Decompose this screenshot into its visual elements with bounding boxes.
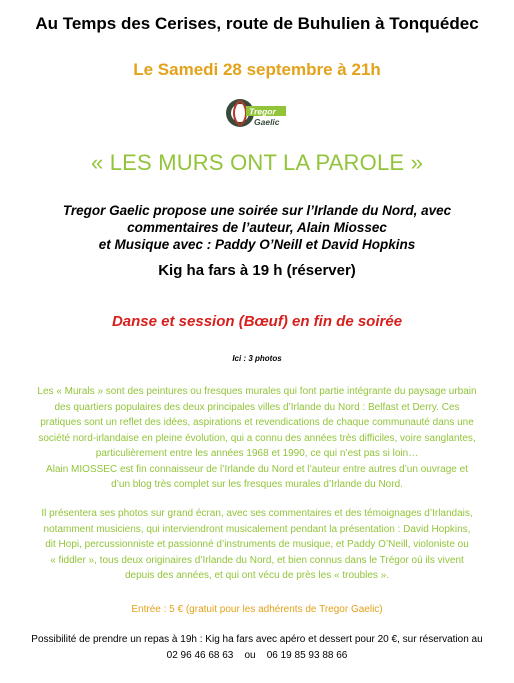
kig-ha-fars-line: Kig ha fars à 19 h (réserver) — [158, 262, 356, 279]
venue-heading: Au Temps des Cerises, route de Buhulien à Tonquédec — [35, 14, 479, 33]
paragraph-line: d’un blog très complet sur les fresques murales d’Irlande du Nord. — [111, 479, 403, 490]
paragraph-line: dit Hopi, percussionniste et passionné d’instruments de musique, et Paddy O’Neill, violoniste ou — [45, 539, 469, 550]
danse-session-line: Danse et session (Bœuf) en fin de soirée — [111, 313, 403, 330]
meal-line: Possibilité de prendre un repas à 19h : Kig ha fars avec apéro et dessert pour 20 €, sur réservation au — [31, 634, 483, 645]
paragraph-line: des quartiers populaires des deux principales villes d’Irlande du Nord : Belfast et Derry. Ces — [54, 401, 460, 413]
paragraph-line: société nord-irlandaise en pleine évolution, qui a connu des années très difficiles, voire sanglantes, — [38, 432, 476, 444]
murals-paragraph — [0, 384, 514, 493]
entry-price: Entrée : 5 € (gratuit pour les adhérents de Tregor Gaelic) — [131, 604, 383, 615]
intro-block — [0, 202, 514, 253]
photos-note: Ici : 3 photos — [232, 354, 282, 363]
paragraph-line: depuis des années, et qui ont vécu de près les « troubles ». — [124, 570, 390, 581]
event-date: Le Samedi 28 septembre à 21h — [133, 60, 381, 79]
logo-text-1: Tregor — [249, 106, 276, 117]
paragraph-line: Il présentera ses photos sur grand écran, avec ses commentaires et des témoignages d’Irlandais, — [41, 508, 473, 519]
paragraph-line: Alain MIOSSEC est fin connaisseur de l’Irlande du Nord et l’auteur entre autres d’un ouvrage et — [46, 463, 468, 475]
event-title: « LES MURS ONT LA PAROLE » — [90, 150, 424, 175]
logo-text-2: Gaelic — [254, 117, 280, 127]
intro-line: Tregor Gaelic propose une soirée sur l’Irlande du Nord, avec — [62, 203, 452, 218]
paragraph-line: « fiddler », tous deux originaires d’Irlande du Nord, et bien connus dans le Trégor où ils vivent — [50, 554, 464, 566]
intro-line: et Musique avec : Paddy O’Neill et David Hopkins — [98, 237, 416, 252]
paragraph-line: Les « Murals » sont des peintures ou fresques murales qui font partie intégrante du paysage urbain — [37, 386, 477, 397]
paragraph-line: particulièrement entre les années 1968 et 1990, ce qui n’est pas si loin… — [95, 448, 419, 459]
paragraph-line: notamment musiciens, qui interviendront musicalement pendant la présentation : David Hopkins, — [43, 523, 471, 535]
phone-numbers: 02 96 46 68 63 ou 06 19 85 93 88 66 — [166, 649, 348, 661]
logo-graphic — [224, 95, 288, 131]
presentation-paragraph — [0, 506, 514, 584]
intro-line: commentaires de l’auteur, Alain Miossec — [127, 220, 387, 235]
meal-reservation — [0, 632, 514, 663]
paragraph-line: pratiques sont un reflet des idées, aspirations et revendications de chaque communauté dans une — [40, 417, 474, 428]
tregor-gaelic-logo — [224, 95, 288, 131]
